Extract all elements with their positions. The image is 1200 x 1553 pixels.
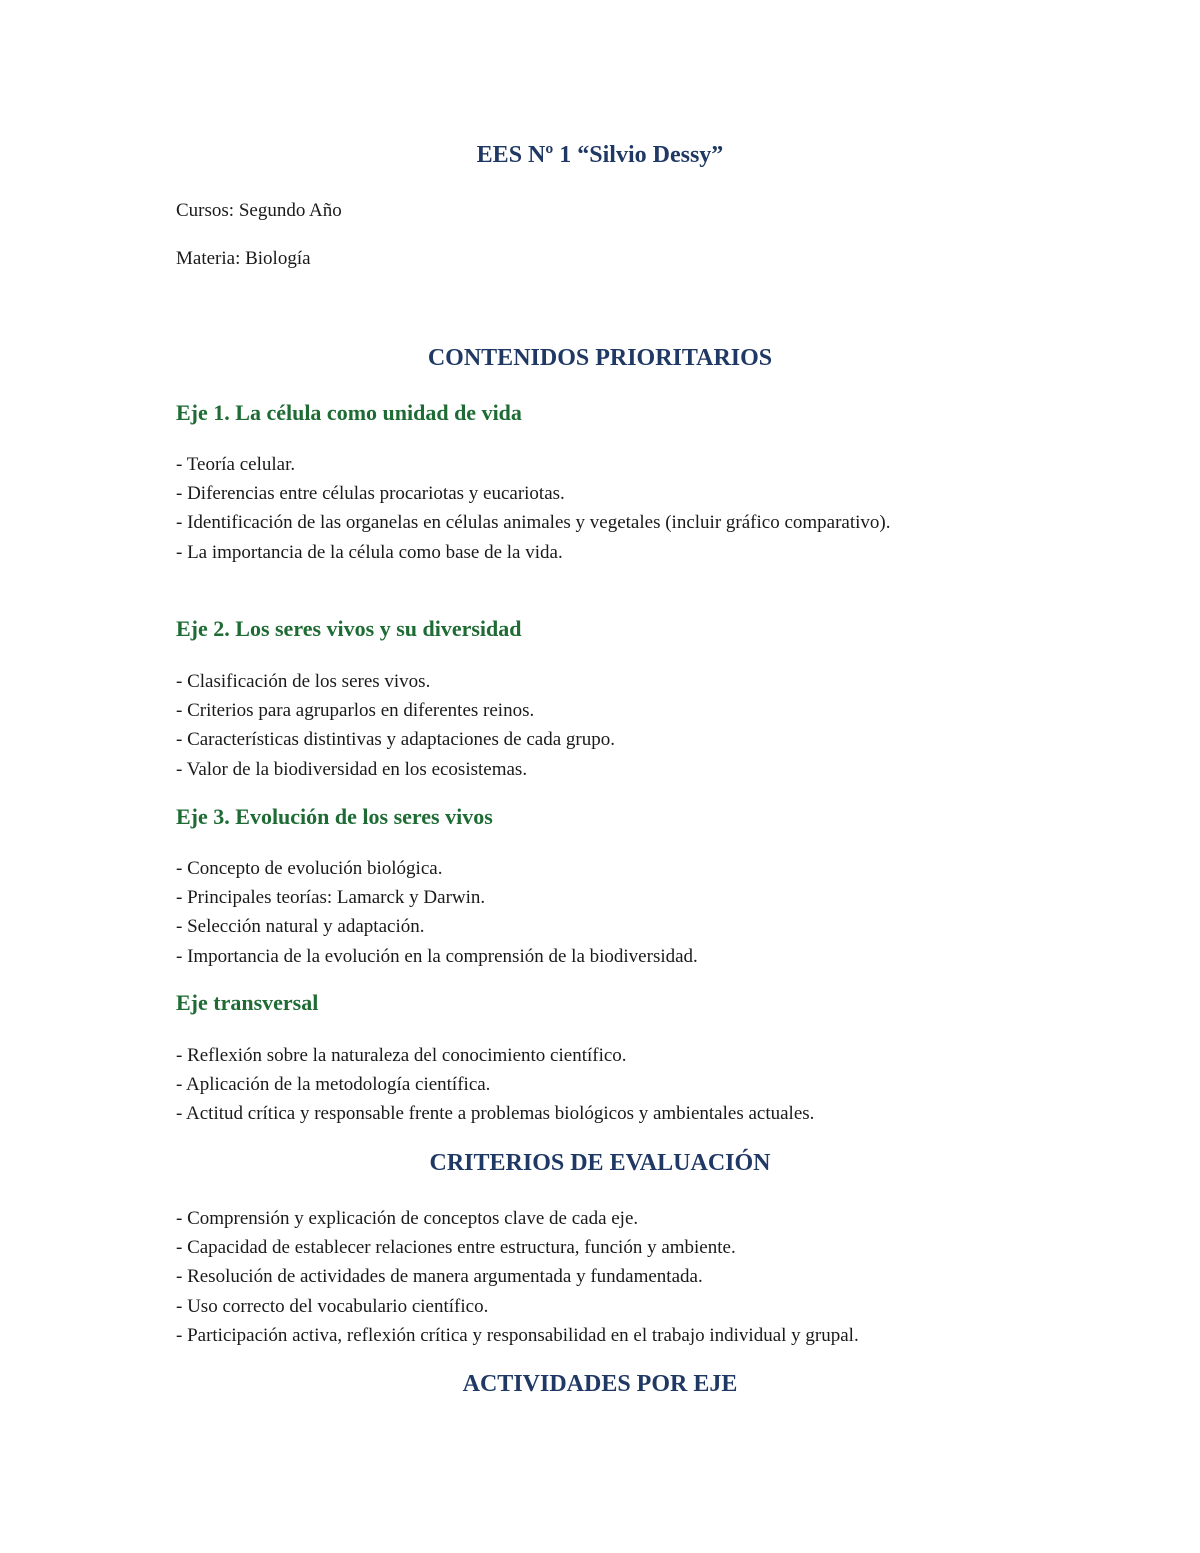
list-item: - Participación activa, reflexión crítica y responsabilidad en el trabajo individual y grupal. bbox=[176, 1324, 859, 1346]
cursos-line: Cursos: Segundo Año bbox=[176, 200, 342, 221]
list-item: - Reflexión sobre la naturaleza del conocimiento científico. bbox=[176, 1045, 627, 1066]
list-item: - Clasificación de los seres vivos. bbox=[176, 671, 431, 692]
list-item: - Aplicación de la metodología científica. bbox=[176, 1074, 491, 1096]
contenidos-heading: CONTENIDOS PRIORITARIOS bbox=[427, 345, 773, 371]
school-title: EES Nº 1 “Silvio Dessy” bbox=[476, 142, 724, 168]
list-item: - Uso correcto del vocabulario científico. bbox=[176, 1295, 489, 1317]
list-item: - Importancia de la evolución en la comprensión de la biodiversidad. bbox=[176, 945, 698, 967]
actividades-heading: ACTIVIDADES POR EJE bbox=[462, 1371, 738, 1397]
list-item: - Actitud crítica y responsable frente a problemas biológicos y ambientales actuales. bbox=[176, 1103, 815, 1125]
list-item: - Diferencias entre células procariotas y eucariotas. bbox=[176, 483, 565, 505]
list-item: - Características distintivas y adaptaciones de cada grupo. bbox=[176, 729, 615, 751]
criterios-list bbox=[176, 1204, 1076, 1350]
eje-transversal-list bbox=[176, 1041, 1076, 1129]
list-item: - Valor de la biodiversidad en los ecosistemas. bbox=[176, 758, 528, 780]
list-item: - Criterios para agruparlos en diferentes reinos. bbox=[176, 700, 535, 722]
list-item: - Principales teorías: Lamarck y Darwin. bbox=[176, 887, 486, 909]
eje-1-list bbox=[176, 450, 956, 567]
criterios-heading: CRITERIOS DE EVALUACIÓN bbox=[429, 1150, 771, 1176]
eje-2-list bbox=[176, 667, 956, 784]
list-item: - La importancia de la célula como base de la vida. bbox=[176, 541, 563, 563]
eje-1-heading: Eje 1. La célula como unidad de vida bbox=[176, 400, 522, 425]
list-item: - Comprensión y explicación de conceptos clave de cada eje. bbox=[176, 1208, 639, 1229]
list-item: - Resolución de actividades de manera argumentada y fundamentada. bbox=[176, 1266, 703, 1288]
list-item: - Capacidad de establecer relaciones entre estructura, función y ambiente. bbox=[176, 1237, 736, 1259]
eje-transversal-heading: Eje transversal bbox=[176, 990, 319, 1015]
list-item: - Teoría celular. bbox=[176, 454, 296, 475]
eje-3-list bbox=[176, 854, 956, 971]
list-item: - Concepto de evolución biológica. bbox=[176, 858, 443, 879]
materia-line: Materia: Biología bbox=[176, 248, 311, 269]
eje-3-heading: Eje 3. Evolución de los seres vivos bbox=[176, 804, 493, 829]
eje-2-heading: Eje 2. Los seres vivos y su diversidad bbox=[176, 616, 522, 641]
list-item: - Identificación de las organelas en células animales y vegetales (incluir gráfico comparativo). bbox=[176, 512, 891, 534]
list-item: - Selección natural y adaptación. bbox=[176, 916, 425, 938]
